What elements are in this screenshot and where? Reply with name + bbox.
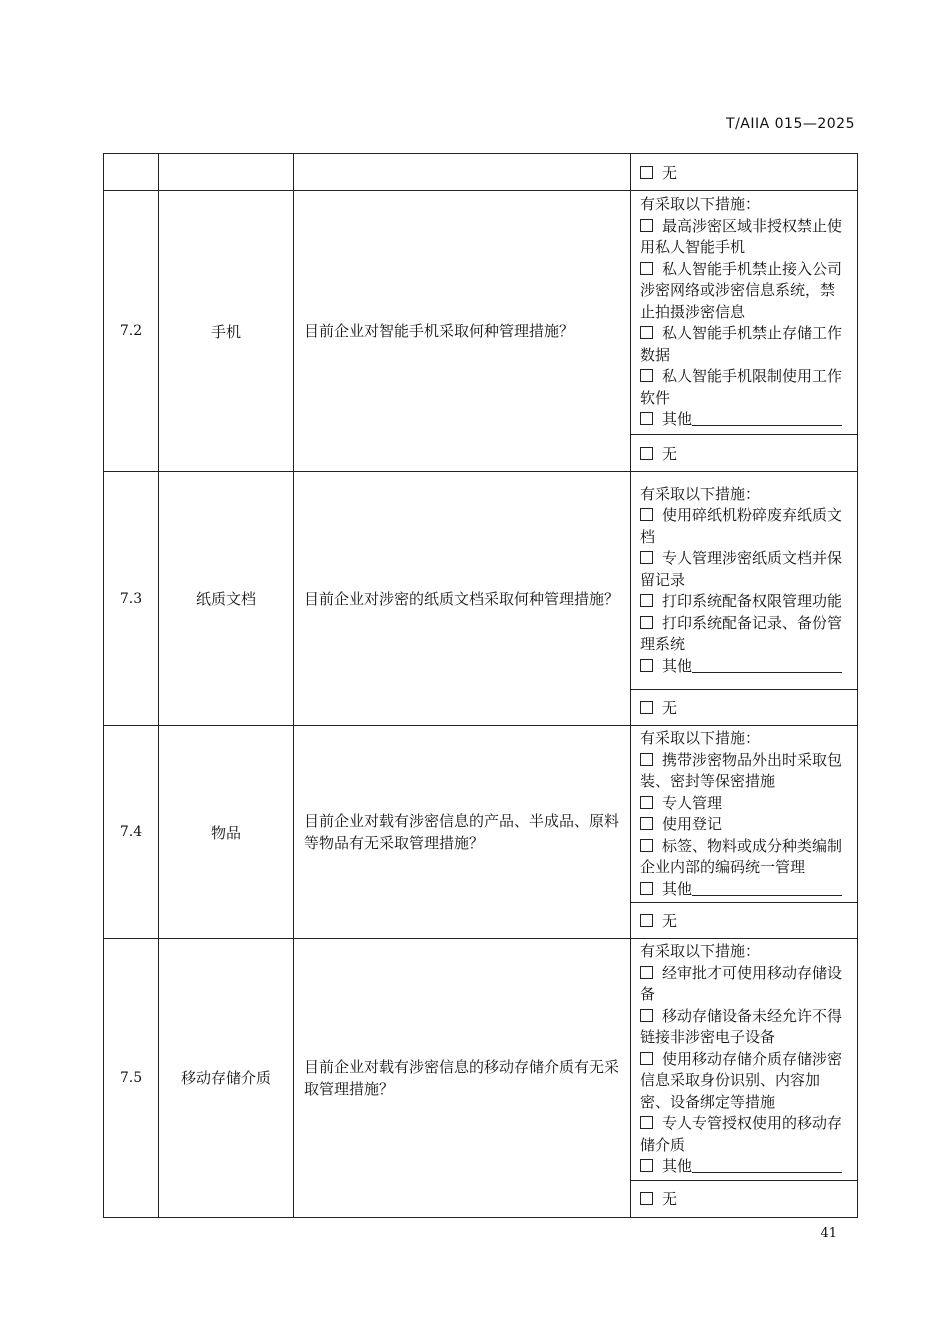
checkbox-icon[interactable]	[640, 966, 653, 979]
checkbox-icon[interactable]	[640, 1052, 653, 1065]
none-option[interactable]: 无	[631, 690, 858, 726]
option-item[interactable]: 打印系统配备权限管理功能	[640, 591, 849, 613]
checkbox-icon[interactable]	[640, 1009, 653, 1022]
checkbox-icon[interactable]	[640, 882, 653, 895]
table-row	[104, 472, 858, 690]
checkbox-icon[interactable]	[640, 219, 653, 232]
checkbox-icon[interactable]	[640, 914, 653, 927]
none-option[interactable]: 无	[631, 435, 858, 472]
options-header: 有采取以下措施：	[640, 195, 761, 214]
checkbox-icon[interactable]	[640, 753, 653, 766]
option-item[interactable]: 经审批才可使用移动存储设备	[640, 963, 843, 1003]
question-text: 目前企业对载有涉密信息的产品、半成品、原料等物品有无采取管理措施？	[294, 726, 631, 939]
table-row	[104, 191, 858, 435]
checkbox-icon[interactable]	[640, 839, 653, 852]
question-text: 目前企业对载有涉密信息的移动存储介质有无采取管理措施？	[294, 939, 631, 1218]
checkbox-icon[interactable]	[640, 508, 653, 521]
item-name: 纸质文档	[159, 472, 294, 726]
option-item[interactable]: 移动存储设备未经允许不得链接非涉密电子设备	[640, 1006, 843, 1046]
none-option[interactable]: 无	[631, 903, 858, 939]
other-blank-field[interactable]	[692, 658, 842, 673]
item-number: 7.5	[104, 939, 159, 1218]
option-item[interactable]: 使用移动存储介质存储涉密信息采取身份识别、内容加密、设备绑定等措施	[640, 1049, 843, 1111]
option-item[interactable]: 私人智能手机禁止接入公司涉密网络或涉密信息系统，禁止拍摄涉密信息	[640, 259, 843, 321]
checkbox-icon[interactable]	[640, 796, 653, 809]
table-row	[104, 154, 858, 191]
option-item[interactable]: 专人专管授权使用的移动存储介质	[640, 1114, 843, 1154]
survey-table	[103, 153, 858, 1218]
option-item[interactable]: 使用碎纸机粉碎废弃纸质文档	[640, 506, 843, 546]
option-item[interactable]: 携带涉密物品外出时采取包装、密封等保密措施	[640, 750, 843, 790]
other-blank-field[interactable]	[692, 881, 842, 896]
page-number: 41	[820, 1226, 837, 1241]
checkbox-icon[interactable]	[640, 616, 653, 629]
options-cell	[631, 939, 858, 1181]
options-cell	[631, 472, 858, 690]
checkbox-icon[interactable]	[640, 817, 653, 830]
option-item[interactable]: 私人智能手机限制使用工作软件	[640, 367, 843, 407]
question-cell	[294, 154, 631, 191]
item-name: 物品	[159, 726, 294, 939]
item-number: 7.3	[104, 472, 159, 726]
options-header: 有采取以下措施：	[640, 729, 761, 747]
option-item[interactable]: 标签、物料或成分种类编制企业内部的编码统一管理	[640, 836, 843, 876]
checkbox-icon[interactable]	[640, 166, 653, 179]
question-text: 目前企业对智能手机采取何种管理措施？	[294, 191, 631, 472]
checkbox-icon[interactable]	[640, 326, 653, 339]
option-other[interactable]: 其他	[640, 1156, 849, 1178]
checkbox-icon[interactable]	[640, 1116, 653, 1129]
option-item[interactable]: 打印系统配备记录、备份管理系统	[640, 613, 843, 654]
none-option[interactable]	[631, 154, 858, 191]
checkbox-icon[interactable]	[640, 551, 653, 564]
checkbox-icon[interactable]	[640, 594, 653, 607]
option-other[interactable]: 其他	[640, 879, 849, 901]
none-option[interactable]: 无	[631, 1180, 858, 1217]
checkbox-icon[interactable]	[640, 369, 653, 382]
options-cell	[631, 191, 858, 435]
checkbox-icon[interactable]	[640, 262, 653, 275]
checkbox-icon[interactable]	[640, 1159, 653, 1172]
option-other[interactable]: 其他	[640, 656, 849, 678]
document-code: T/AIIA 015—2025	[726, 116, 855, 132]
options-header: 有采取以下措施：	[640, 942, 761, 960]
table-row	[104, 939, 858, 1181]
option-item[interactable]: 专人管理	[640, 793, 849, 815]
checkbox-icon[interactable]	[640, 659, 653, 672]
checkbox-icon[interactable]	[640, 701, 653, 714]
checkbox-icon[interactable]	[640, 1192, 653, 1205]
item-cell	[159, 154, 294, 191]
table-row	[104, 726, 858, 903]
checkbox-icon[interactable]	[640, 447, 653, 460]
option-item[interactable]: 专人管理涉密纸质文档并保留记录	[640, 549, 843, 589]
option-item[interactable]: 最高涉密区域非授权禁止使用私人智能手机	[640, 216, 843, 257]
options-header: 有采取以下措施：	[640, 484, 761, 503]
option-item[interactable]: 使用登记	[640, 814, 849, 836]
checkbox-icon[interactable]	[640, 412, 653, 425]
option-item[interactable]: 私人智能手机禁止存储工作数据	[640, 324, 843, 364]
none-label: 无	[662, 163, 678, 182]
item-name: 手机	[159, 191, 294, 472]
question-text: 目前企业对涉密的纸质文档采取何种管理措施？	[294, 472, 631, 726]
other-blank-field[interactable]	[692, 411, 842, 426]
item-name: 移动存储介质	[159, 939, 294, 1218]
item-number: 7.2	[104, 191, 159, 472]
item-number: 7.4	[104, 726, 159, 939]
other-blank-field[interactable]	[692, 1158, 842, 1173]
number-cell	[104, 154, 159, 191]
option-other[interactable]: 其他	[640, 409, 849, 431]
options-cell	[631, 726, 858, 903]
